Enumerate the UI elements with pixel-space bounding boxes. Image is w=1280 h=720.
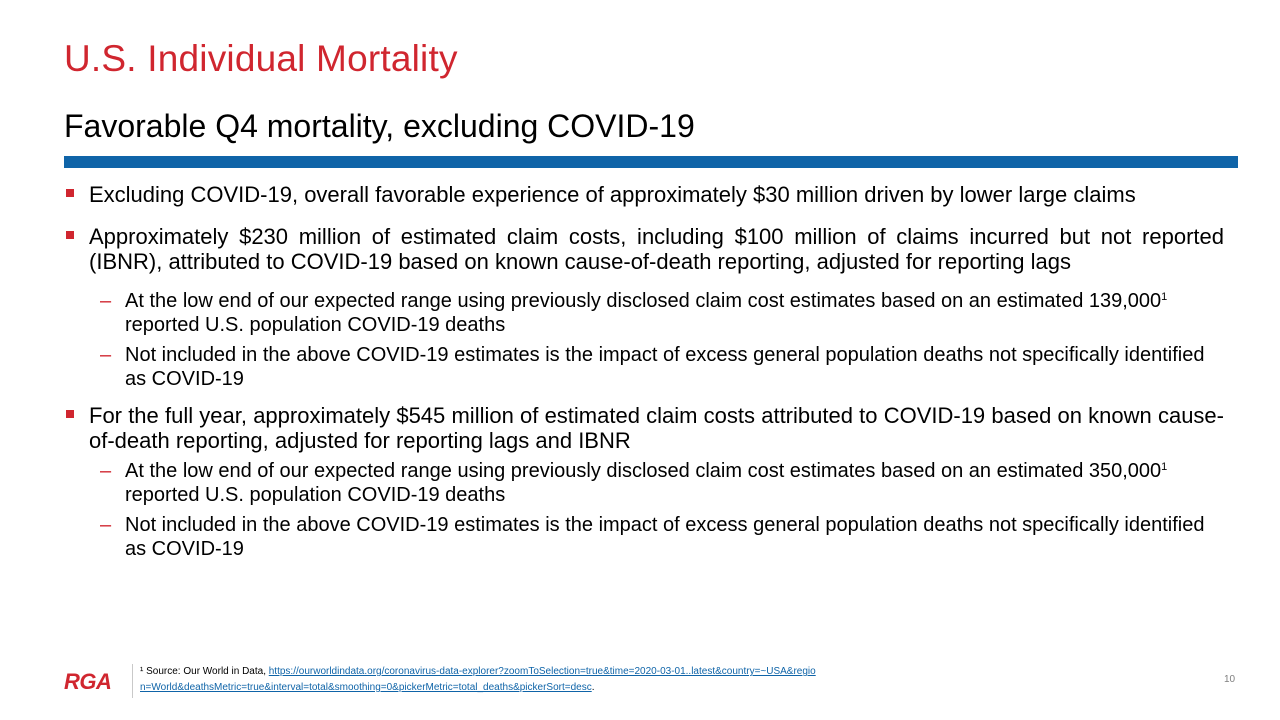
bullet-text: For the full year, approximately $545 million of estimated claim costs attributed to COVID-19 based on known cause-of-death reporting, adjusted for reporting lags and IBNR [89, 403, 1224, 453]
footnote-text: ¹ Source: Our World in Data, [140, 666, 269, 677]
slide-title: U.S. Individual Mortality [64, 38, 458, 79]
sub-bullet-text: Not included in the above COVID-19 estimates is the impact of excess general population deaths not specifically identified as COVID-19 [125, 344, 1205, 390]
dash-bullet-icon: – [100, 460, 112, 482]
dash-bullet-icon: – [100, 514, 112, 536]
sub-bullet-item [64, 459, 1224, 507]
footer-divider [132, 664, 133, 698]
title-rule [64, 156, 1238, 168]
sub-bullet-item [64, 513, 1224, 561]
bullet-text: Excluding COVID-19, overall favorable experience of approximately $30 million driven by lower large claims [89, 182, 1136, 207]
sub-bullet-text: Not included in the above COVID-19 estimates is the impact of excess general population deaths not specifically identified as COVID-19 [125, 514, 1205, 560]
footnote-suffix: . [591, 682, 595, 693]
source-link[interactable]: https://ourworldindata.org/coronavirus-data-explorer?zoomToSelection=true&time=2020-03-01..latest&country=~USA&region=World&deathsMetric=true&interval=total&smoothing=0&pickerMetric=total_deaths&pickerSort=desc [140, 666, 816, 693]
sub-bullet-text: At the low end of our expected range using previously disclosed claim cost estimates based on an estimated 139,000 [125, 290, 1162, 312]
slide-content [64, 182, 1224, 561]
sub-bullet-item [64, 289, 1224, 337]
slide-footer [0, 660, 1280, 700]
slide-subtitle: Favorable Q4 mortality, excluding COVID-19 [64, 108, 695, 144]
rga-logo: RGA [64, 669, 112, 694]
footnote-marker: 1 [1161, 291, 1168, 303]
bullet-text: Approximately $230 million of estimated claim costs, including $100 million of claims incurred but not reported (IBNR), attributed to COVID-19 based on known cause-of-death reporting, adjusted for reporting lags [89, 224, 1224, 274]
footnote-marker: 1 [1161, 461, 1168, 473]
page-number: 10 [1224, 674, 1236, 685]
square-bullet-icon [66, 410, 74, 418]
footnote [140, 664, 820, 696]
bullet-item [64, 224, 1224, 274]
bullet-item [64, 182, 1224, 207]
square-bullet-icon [66, 189, 74, 197]
sub-bullet-text: reported U.S. population COVID-19 deaths [125, 314, 506, 336]
square-bullet-icon [66, 231, 74, 239]
sub-bullet-text: reported U.S. population COVID-19 deaths [125, 484, 506, 506]
dash-bullet-icon: – [100, 344, 112, 366]
bullet-item [64, 403, 1224, 453]
sub-bullet-item [64, 343, 1224, 391]
sub-bullet-text: At the low end of our expected range using previously disclosed claim cost estimates based on an estimated 350,000 [125, 460, 1162, 482]
dash-bullet-icon: – [100, 290, 112, 312]
